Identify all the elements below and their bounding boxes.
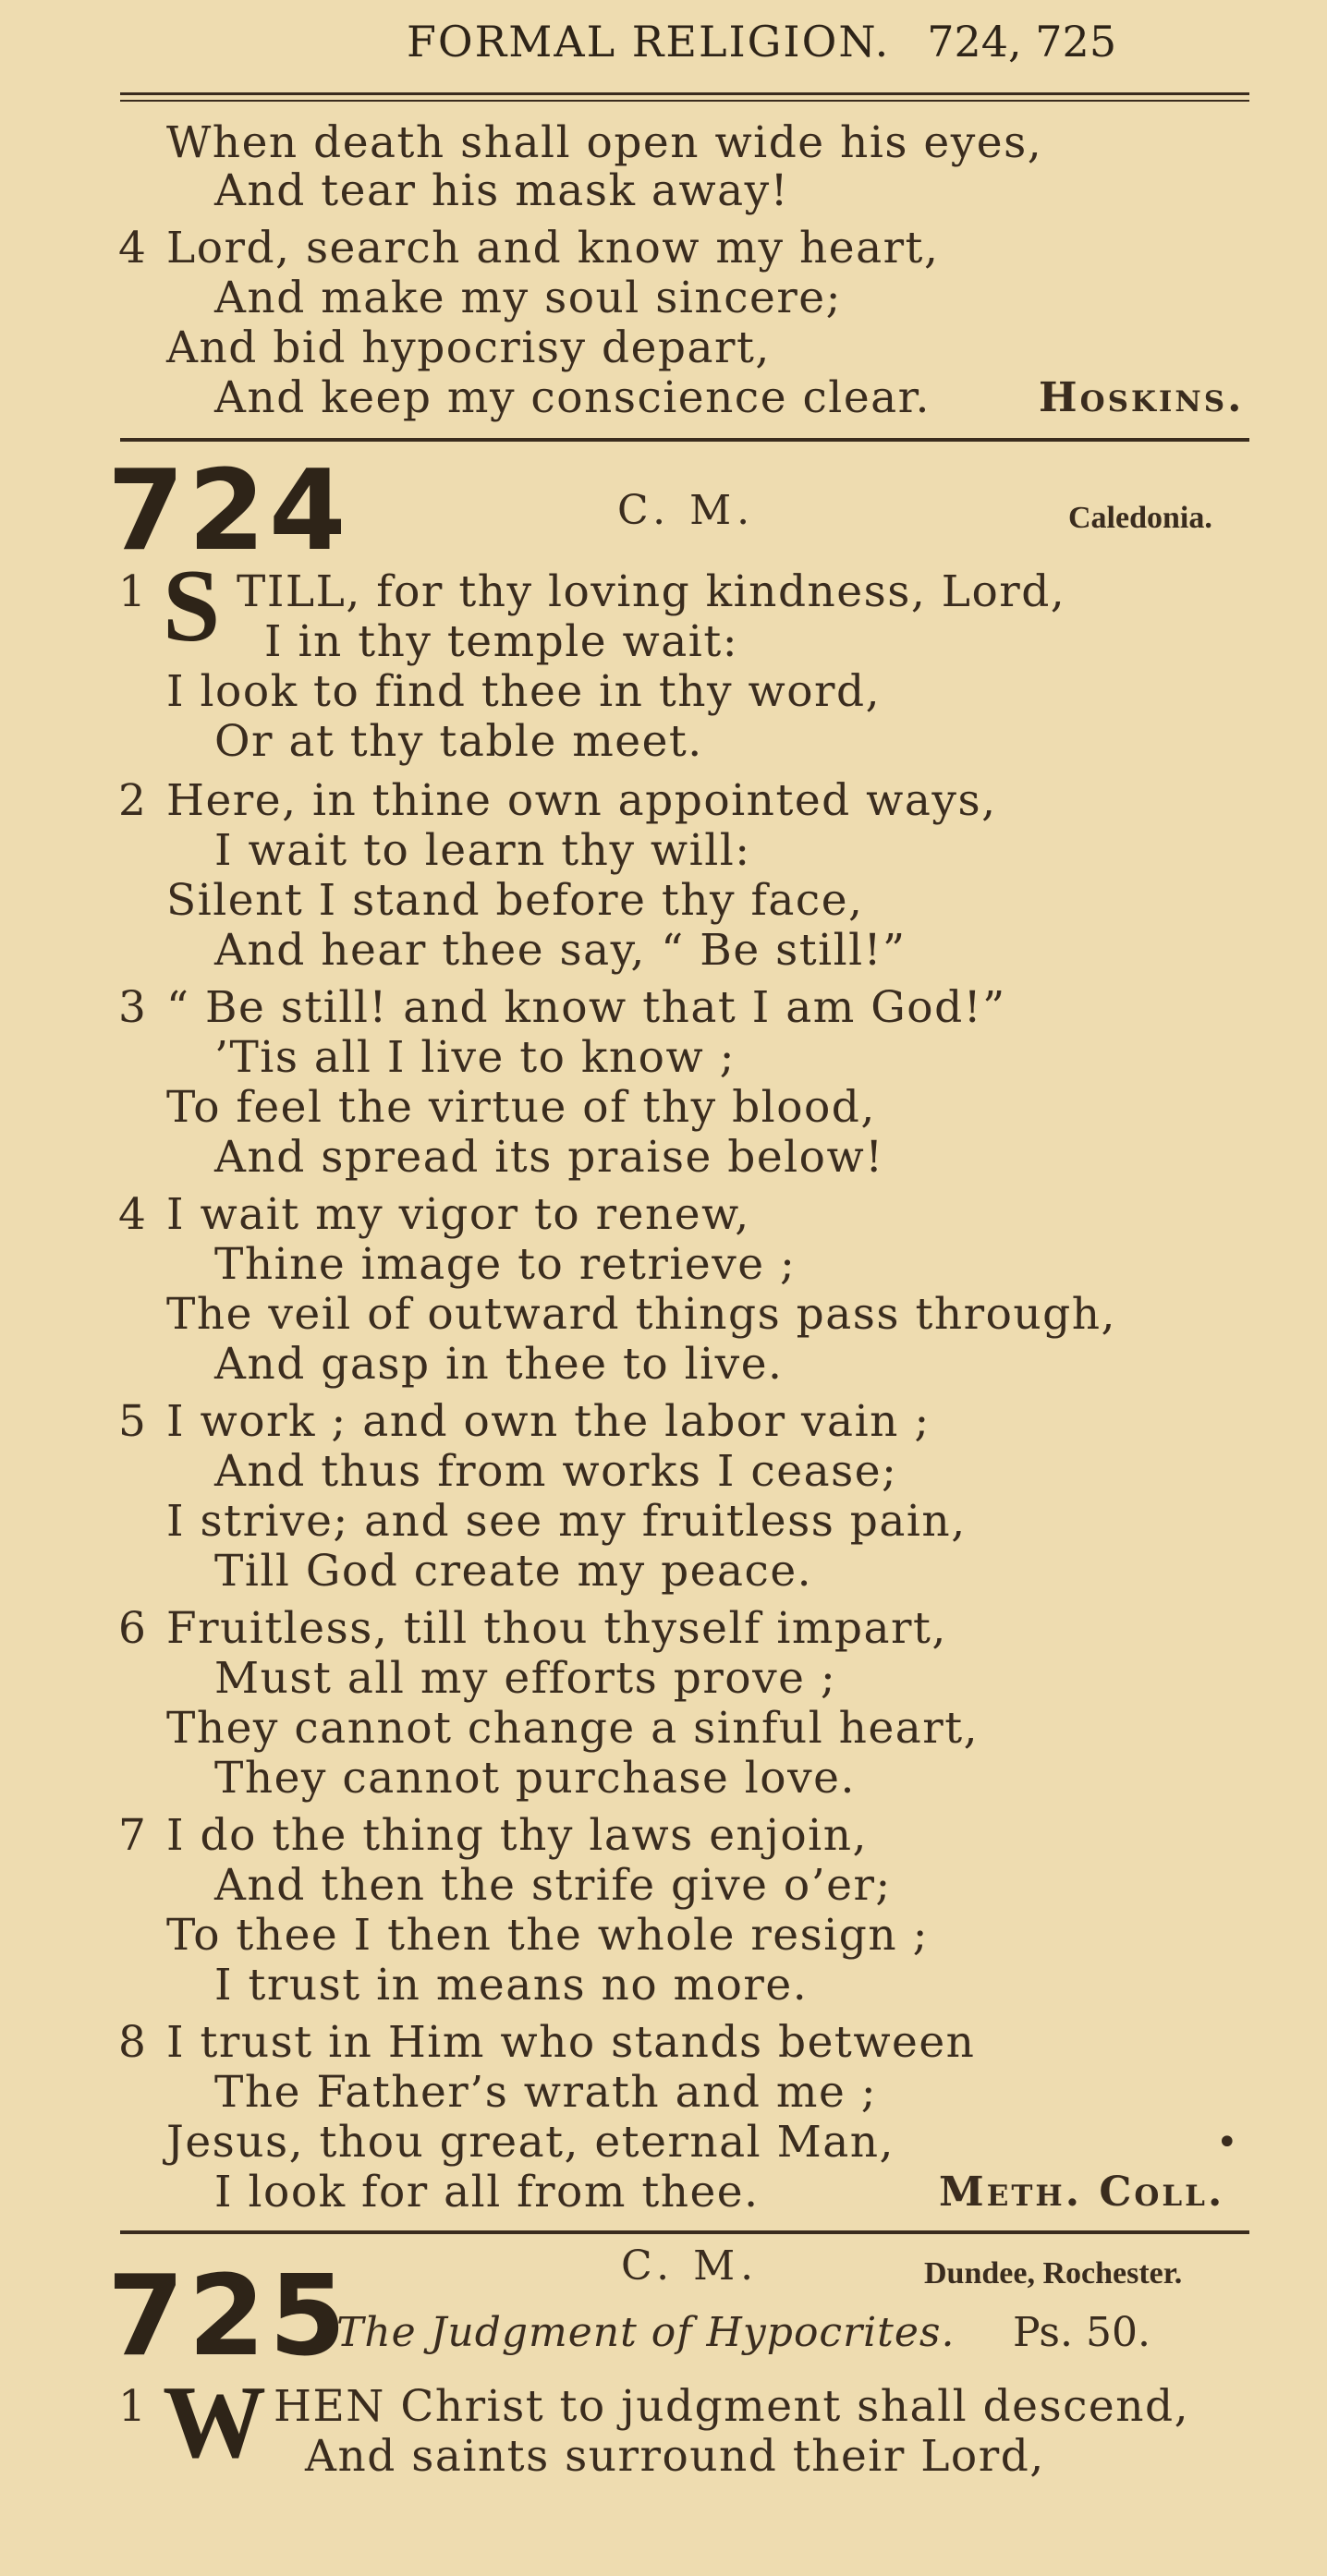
hymn-line: I look to find thee in thy word, xyxy=(166,666,882,717)
header-title: FORMAL RELIGION. xyxy=(407,17,891,67)
hymn-line: I look for all from thee. xyxy=(214,2167,760,2218)
hymn-line: I wait my vigor to renew, xyxy=(166,1189,750,1240)
section-rule xyxy=(120,2230,1249,2234)
header-rule-top xyxy=(120,92,1249,95)
hymn-line: And thus from works I cease; xyxy=(214,1446,898,1497)
hymn-line: And spread its praise below! xyxy=(214,1132,884,1183)
hymn-line: They cannot change a sinful heart, xyxy=(166,1703,980,1754)
verse-number: 1 xyxy=(118,2381,146,2432)
section-rule xyxy=(120,438,1249,442)
verse-number: 1 xyxy=(118,566,146,617)
hymn-line: Must all my efforts prove ; xyxy=(214,1653,837,1704)
hymn-line: To feel the virtue of thy blood, xyxy=(166,1082,876,1133)
prev-hymn-line: When death shall open wide his eyes, xyxy=(166,117,1043,168)
tune-name: Caledonia. xyxy=(1068,501,1212,535)
verse-number: 3 xyxy=(118,982,146,1033)
prev-hymn-line: Lord, search and know my heart, xyxy=(166,223,940,273)
meter: C. M. xyxy=(621,2242,760,2290)
hymn-line: “ Be still! and know that I am God!” xyxy=(166,982,1006,1033)
attribution: Hoskins. xyxy=(1039,374,1245,421)
hymn-line: They cannot purchase love. xyxy=(214,1753,856,1804)
attribution: Meth. Coll. xyxy=(939,2169,1225,2216)
hymn-line: And then the strife give o’er; xyxy=(214,1860,892,1911)
prev-hymn-line: And make my soul sincere; xyxy=(214,273,842,323)
hymn-line: Here, in thine own appointed ways, xyxy=(166,775,997,826)
psalm-reference: Ps. 50. xyxy=(1013,2309,1150,2356)
hymn-line: Till God create my peace. xyxy=(214,1546,813,1597)
hymn-line: I trust in Him who stands between xyxy=(166,2017,976,2068)
running-header xyxy=(407,17,1116,67)
hymn-line: Fruitless, till thou thyself impart, xyxy=(166,1603,947,1654)
hymn-line: Or at thy table meet. xyxy=(214,716,703,767)
hymn-number: 724 xyxy=(107,447,350,576)
header-hymn-numbers: 724, 725 xyxy=(927,17,1117,67)
verse-number: 2 xyxy=(118,775,146,826)
hymn-line: ’Tis all I live to know ; xyxy=(214,1032,736,1083)
hymn-number: 725 xyxy=(107,2253,350,2381)
verse-number: 8 xyxy=(118,2017,146,2068)
hymn-line: Jesus, thou great, eternal Man, xyxy=(166,2117,895,2168)
hymn-line: I strive; and see my fruitless pain, xyxy=(166,1496,967,1547)
header-rule-bottom xyxy=(120,100,1249,102)
hymn-line: I trust in means no more. xyxy=(214,1960,809,2011)
hymn-line: TILL, for thy loving kindness, Lord, xyxy=(237,566,1066,617)
hymn-line: Thine image to retrieve ; xyxy=(214,1239,797,1290)
hymn-line: The Father’s wrath and me ; xyxy=(214,2067,878,2118)
verse-number: 7 xyxy=(118,1810,146,1861)
hymn-line: HEN Christ to judgment shall descend, xyxy=(274,2381,1190,2432)
hymn-line: And hear thee say, “ Be still!” xyxy=(214,925,907,976)
drop-cap: W xyxy=(163,2365,266,2480)
verse-number: 6 xyxy=(118,1603,146,1654)
hymn-line: To thee I then the whole resign ; xyxy=(166,1910,929,1961)
hymn-line: I do the thing thy laws enjoin, xyxy=(166,1810,868,1861)
prev-hymn-line: And bid hypocrisy depart, xyxy=(166,322,771,373)
hymn-line: I in thy temple wait: xyxy=(264,616,739,667)
hymn-line: I wait to learn thy will: xyxy=(214,825,751,876)
bullet-mark: • xyxy=(1216,2121,1238,2164)
hymn-line: And gasp in thee to live. xyxy=(214,1339,784,1390)
verse-number: 4 xyxy=(118,223,146,273)
hymn-line: And saints surround their Lord, xyxy=(305,2431,1045,2482)
meter: C. M. xyxy=(617,487,756,534)
verse-number: 5 xyxy=(118,1396,146,1447)
hymn-line: The veil of outward things pass through, xyxy=(166,1289,1116,1340)
hymn-line: I work ; and own the labor vain ; xyxy=(166,1396,931,1447)
verse-number: 4 xyxy=(118,1189,146,1240)
prev-hymn-line: And tear his mask away! xyxy=(214,165,790,216)
drop-cap: S xyxy=(163,549,221,663)
hymn-subtitle: The Judgment of Hypocrites. xyxy=(336,2309,956,2356)
prev-hymn-line: And keep my conscience clear. xyxy=(214,372,931,423)
hymn-line: Silent I stand before thy face, xyxy=(166,875,864,926)
tune-name: Dundee, Rochester. xyxy=(924,2256,1183,2290)
